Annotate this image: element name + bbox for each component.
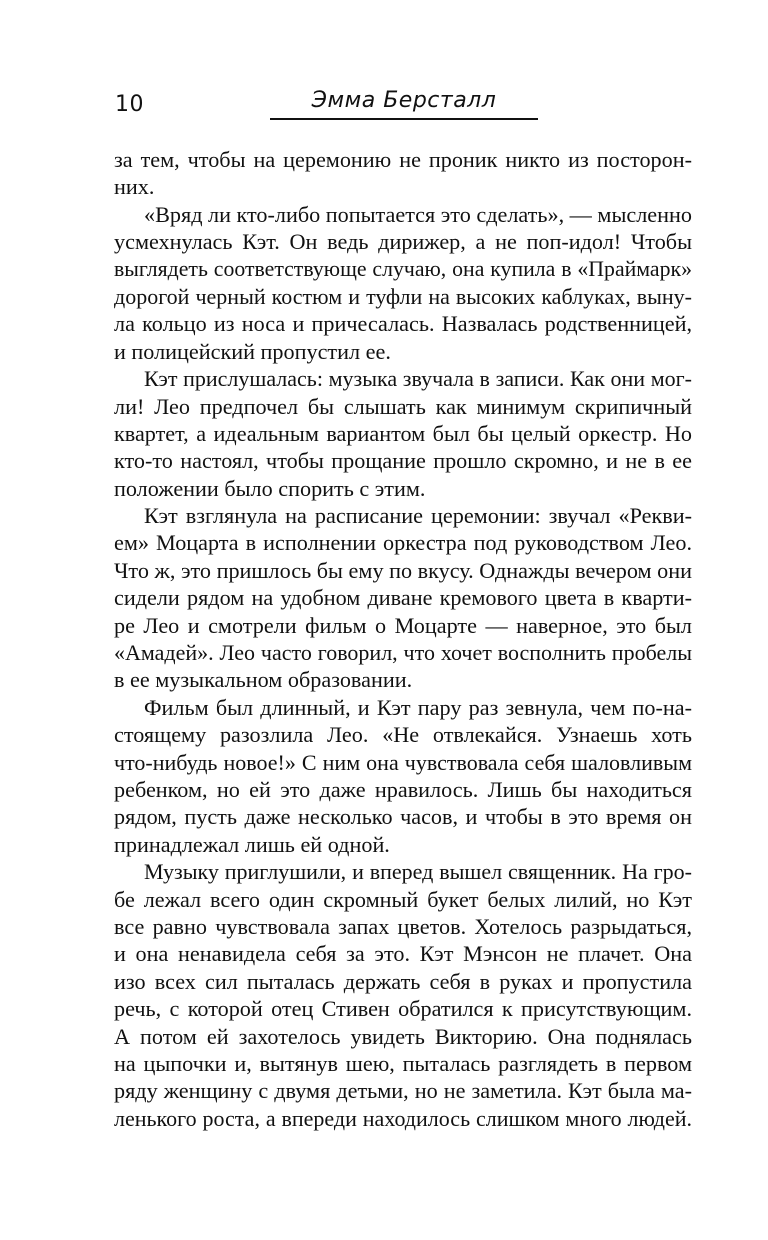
text-line: и она ненавидела себя за это. Кэт Мэнсон не плачет. Она xyxy=(114,941,692,967)
text-line: Фильм был длинный, и Кэт пару раз зевнула, чем по-на- xyxy=(144,694,692,720)
text-line: ре Лео и смотрели фильм о Моцарте — наверное, это был xyxy=(114,612,692,638)
text-line: Кэт прислушалась: музыка звучала в записи. Как они мог- xyxy=(144,366,692,392)
text-line: изо всех сил пыталась держать себя в руках и пропустила xyxy=(114,968,692,994)
text-line: за тем, чтобы на церемонию не проник никто из посторон- xyxy=(114,147,692,172)
text-line: ребенком, но ей это даже нравилось. Лишь бы находиться xyxy=(114,776,692,802)
text-line: принадлежал лишь ей одной. xyxy=(114,831,390,857)
text-line: Кэт взглянула на расписание церемонии: звучал «Рекви- xyxy=(144,503,692,529)
text-line: Что ж, это пришлось бы ему по вкусу. Однажды вечером они xyxy=(114,557,692,583)
paragraph xyxy=(114,146,692,201)
text-line: Музыку приглушили, и вперед вышел священник. На гро- xyxy=(144,859,692,885)
paragraph xyxy=(114,365,692,502)
text-line: бе лежал всего один скромный букет белых лилий, но Кэт xyxy=(114,886,692,912)
text-line: А потом ей захотелось увидеть Викторию. Она поднялась xyxy=(114,1023,692,1049)
paragraph xyxy=(114,858,692,1132)
running-head: Эмма Берсталл xyxy=(311,88,497,113)
text-line: сидели рядом на удобном диване кремового цвета в кварти- xyxy=(114,585,692,611)
text-line: на цыпочки и, вытянув шею, пыталась разглядеть в первом xyxy=(114,1050,692,1076)
paragraph xyxy=(114,694,692,858)
text-line: ем» Моцарта в исполнении оркестра под руководством Лео. xyxy=(114,530,692,556)
paragraph xyxy=(114,201,692,365)
text-line: дорогой черный костюм и туфли на высоких каблуках, выну- xyxy=(114,283,692,309)
text-line: положении было спорить с этим. xyxy=(114,475,426,501)
text-line: «Амадей». Лео часто говорил, что хочет восполнить пробелы xyxy=(114,640,692,666)
paragraph xyxy=(114,502,692,694)
text-line: стоящему разозлила Лео. «Не отвлекайся. Узнаешь хоть xyxy=(114,722,692,748)
text-line: усмехнулась Кэт. Он ведь дирижер, а не поп-идол! Чтобы xyxy=(114,229,692,255)
text-line: них. xyxy=(114,174,155,200)
text-line: и полицейский пропустил ее. xyxy=(114,338,391,364)
text-line: что-нибудь новое!» С ним она чувствовала себя шаловливым xyxy=(114,749,692,775)
text-line: речь, с которой отец Стивен обратился к присутствующим. xyxy=(114,996,692,1022)
text-line: ряду женщину с двумя детьми, но не заметила. Кэт была ма- xyxy=(114,1078,692,1104)
text-line: ла кольцо из носа и причесалась. Назвалась родственницей, xyxy=(114,311,692,337)
page-number: 10 xyxy=(115,92,144,117)
text-line: рядом, пусть даже несколько часов, и чтобы в это время он xyxy=(114,804,692,830)
body-text xyxy=(114,146,692,1132)
text-line: в ее музыкальном образовании. xyxy=(114,667,413,693)
text-line: ленького роста, а впереди находилось слишком много людей. xyxy=(114,1105,692,1131)
text-line: выглядеть соответствующе случаю, она купила в «Праймарк» xyxy=(114,256,692,281)
text-line: кто-то настоял, чтобы прощание прошло скромно, и не в ее xyxy=(114,448,692,474)
page-header xyxy=(0,0,768,130)
text-line: ли! Лео предпочел бы слышать как минимум скрипичный xyxy=(114,393,692,419)
text-line: «Вряд ли кто-либо попытается это сделать», — мысленно xyxy=(144,201,692,227)
text-line: все равно чувствовала запах цветов. Хотелось разрыдаться, xyxy=(114,913,692,939)
text-line: квартет, а идеальным вариантом был бы целый оркестр. Но xyxy=(114,420,692,446)
header-rule xyxy=(270,118,538,120)
